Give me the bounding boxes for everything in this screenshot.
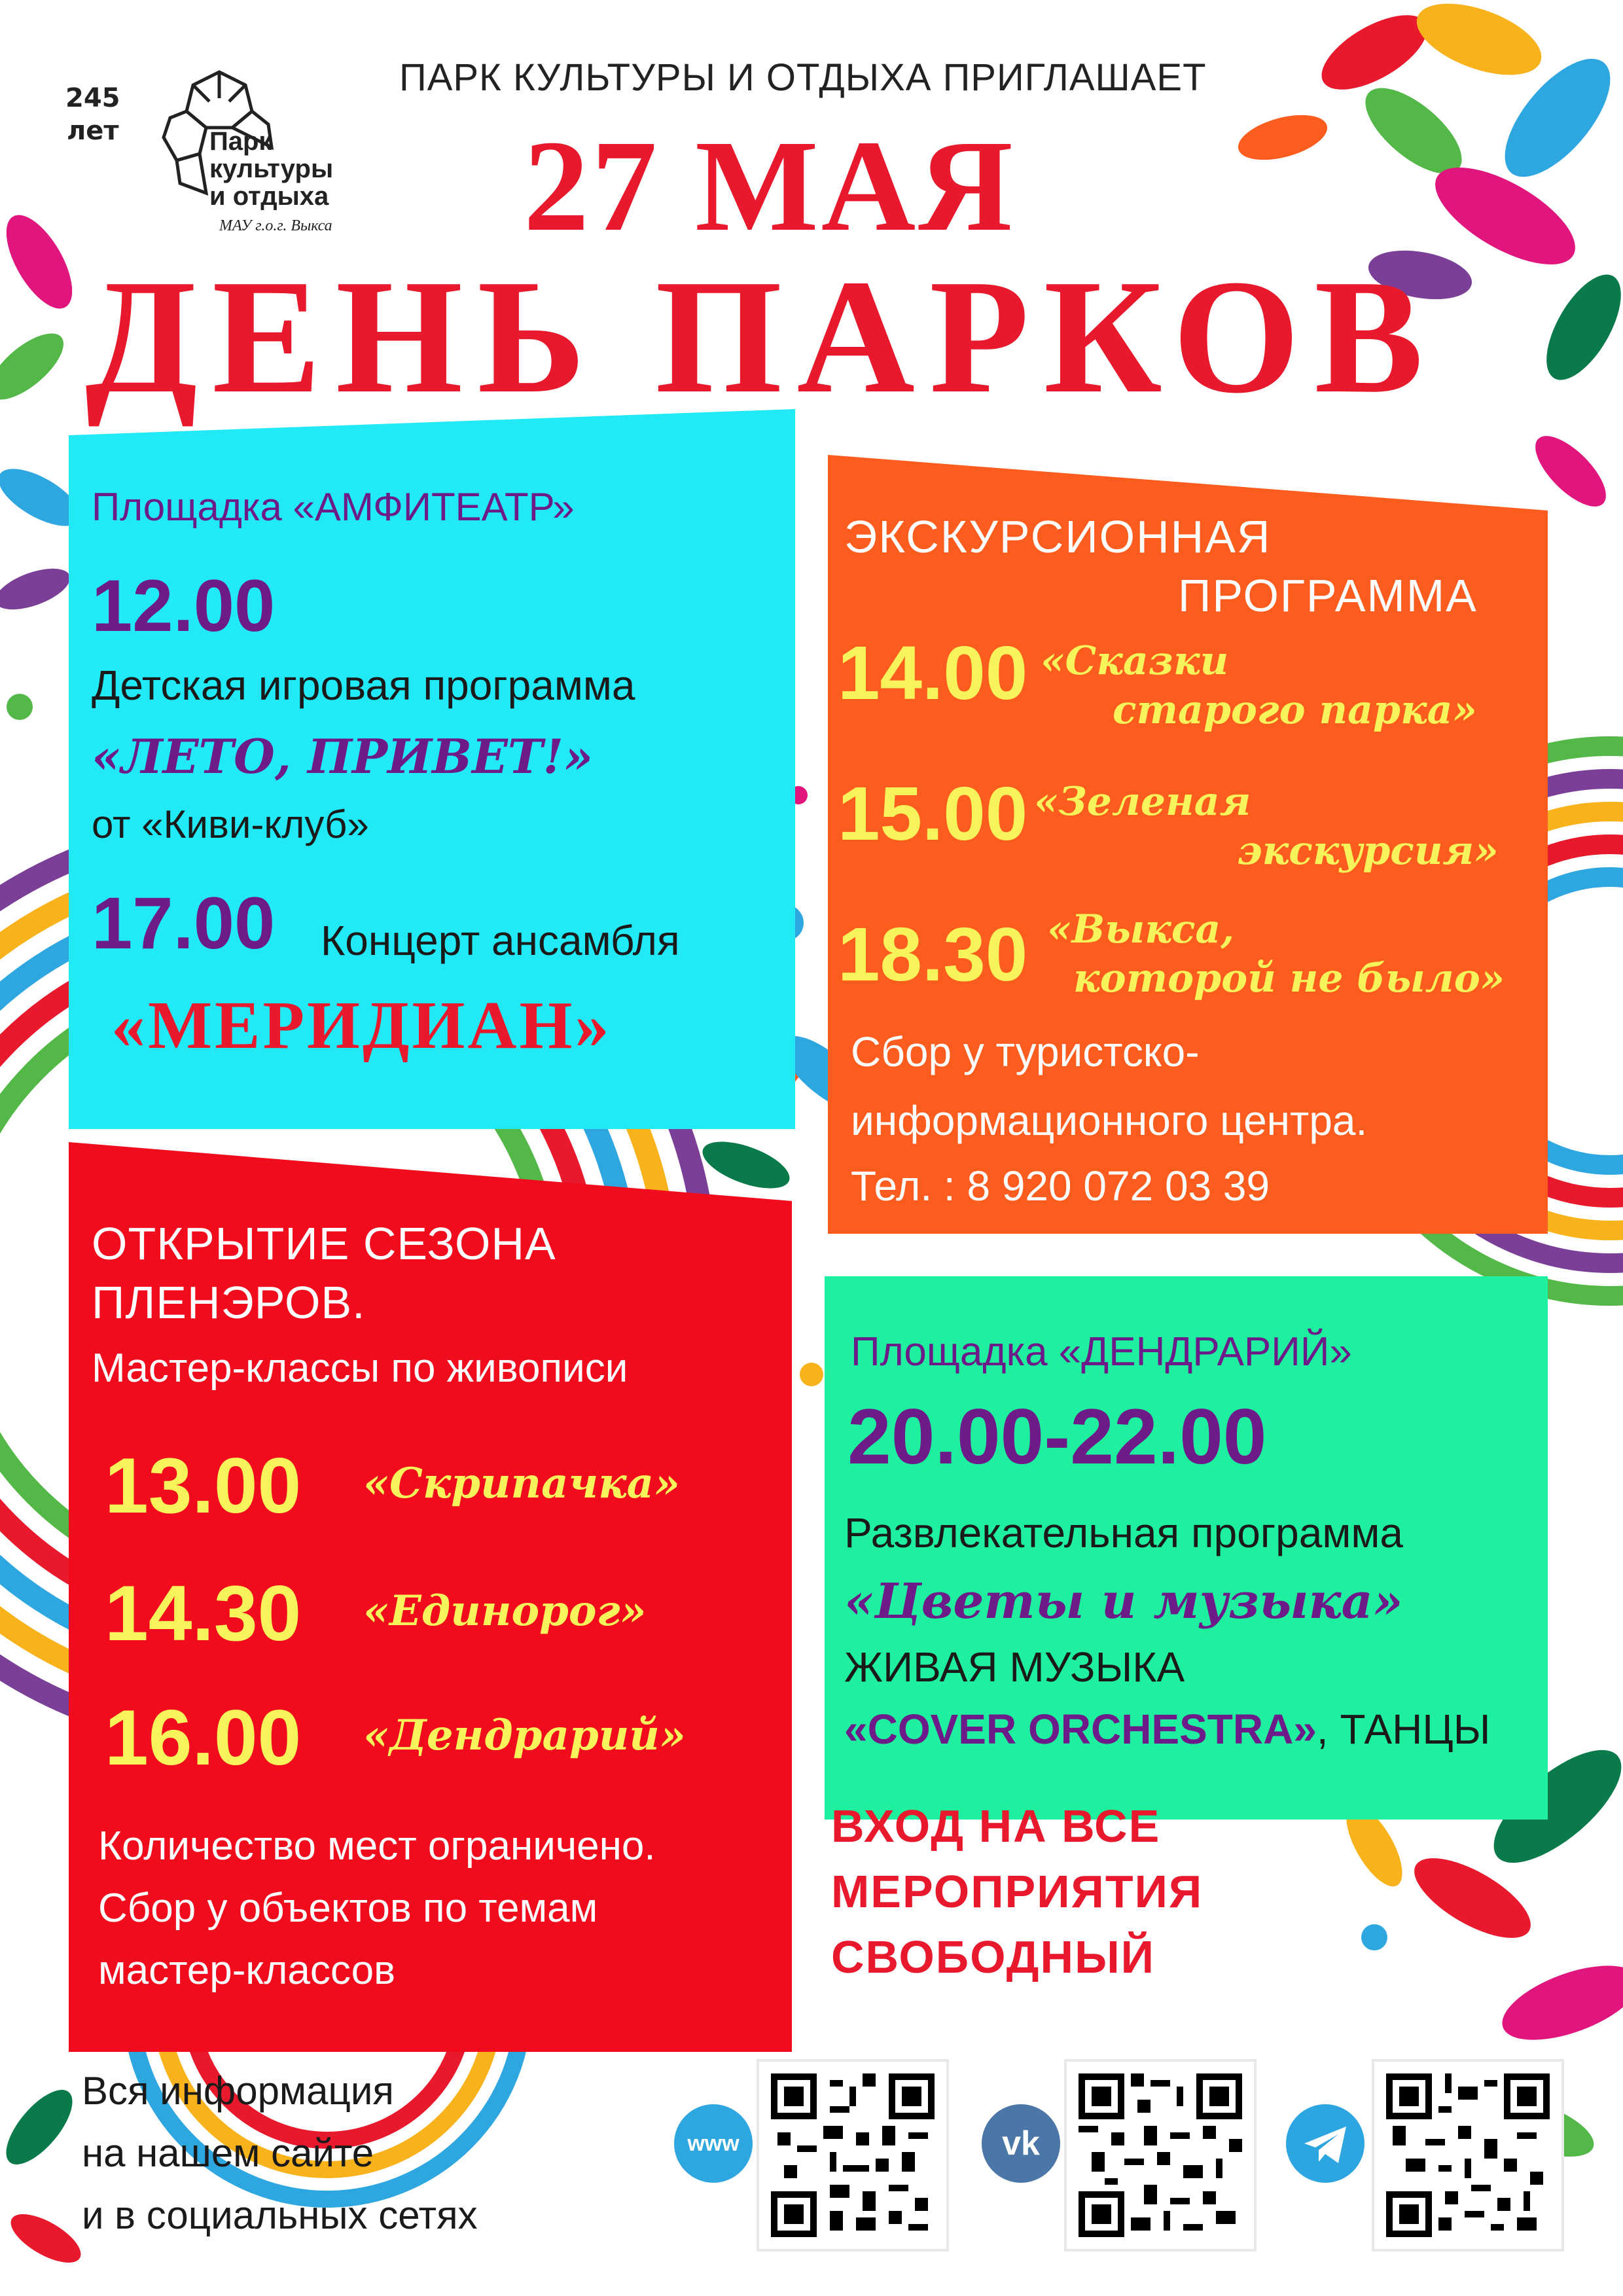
- excursion-name-2a: «Зеленая: [1034, 779, 1251, 825]
- event-title: ДЕНЬ ПАРКОВ: [85, 246, 1438, 427]
- excursions-heading-2: ПРОГРАММА: [1178, 570, 1478, 621]
- excursion-time-2: 15.00: [838, 771, 1028, 856]
- arboretum-time: 20.00-22.00: [847, 1393, 1267, 1480]
- free-entry-line-2: МЕРОПРИЯТИЯ: [831, 1866, 1204, 1917]
- footer-line-1: Вся информация: [82, 2069, 394, 2113]
- telegram-icon[interactable]: [1286, 2104, 1364, 2183]
- anniversary-unit: лет: [66, 116, 119, 146]
- excursion-name-3b: которой не было»: [1073, 956, 1505, 1001]
- plein-air-name-3: «Дендрарий»: [363, 1711, 686, 1760]
- qr-code-website[interactable]: [759, 2062, 946, 2249]
- excursions-phone: Тел. : 8 920 072 03 39: [851, 1162, 1270, 1210]
- amphitheater-event-1: «ЛЕТО, ПРИВЕТ!»: [92, 728, 594, 784]
- plein-air-name-2: «Единорог»: [363, 1587, 647, 1636]
- footer-line-3: и в социальных сетях: [82, 2193, 478, 2237]
- vk-icon[interactable]: [982, 2104, 1060, 2183]
- excursion-name-2b: экскурсия»: [1237, 828, 1499, 874]
- logo-text-line2: культуры: [209, 154, 334, 183]
- anniversary-number: 245: [65, 83, 120, 113]
- amphitheater-organizer-1: от «Киви-клуб»: [92, 802, 369, 846]
- plein-air-heading-1: ОТКРЫТИЕ СЕЗОНА: [92, 1218, 556, 1269]
- plein-air-time-1: 13.00: [105, 1442, 302, 1530]
- excursions-note-2: информационного центра.: [851, 1097, 1368, 1144]
- logo-text: [209, 128, 333, 210]
- excursion-name-1b: старого парка»: [1113, 687, 1477, 733]
- free-entry-line-1: ВХОД НА ВСЕ: [831, 1801, 1161, 1852]
- decorative-leaves-bottom-left: [0, 2079, 88, 2272]
- arboretum-heading: Площадка «ДЕНДРАРИЙ»: [851, 1329, 1352, 1374]
- footer-line-2: на нашем сайте: [82, 2131, 374, 2175]
- arboretum-live-music: ЖИВАЯ МУЗЫКА: [844, 1643, 1185, 1691]
- vk-icon-label: vk: [1002, 2125, 1040, 2162]
- plein-air-note-3: мастер-классов: [98, 1948, 396, 1993]
- excursion-name-3a: «Выкса,: [1047, 906, 1235, 952]
- arboretum-band: «COVER ORCHESTRA»: [844, 1706, 1317, 1753]
- event-date: 27 МАЯ: [524, 114, 1016, 259]
- arboretum-band-line: [844, 1706, 1491, 1753]
- logo-text-line1: Парк: [209, 127, 272, 156]
- arboretum-event: «Цветы и музыка»: [844, 1573, 1403, 1630]
- logo-subtitle: МАУ г.о.г. Выкса: [219, 217, 332, 234]
- globe-icon-label: www: [687, 2131, 740, 2156]
- amphitheater-event-2: «МЕРИДИАН»: [111, 988, 612, 1063]
- amphitheater-heading: Площадка «АМФИТЕАТР»: [92, 485, 575, 529]
- excursions-heading-1: ЭКСКУРСИОННАЯ: [844, 511, 1272, 562]
- logo-text-line3: и отдыха: [209, 182, 329, 211]
- excursions-note-1: Сбор у туристско-: [851, 1028, 1200, 1075]
- qr-code-vk[interactable]: [1067, 2062, 1254, 2249]
- globe-icon[interactable]: [674, 2104, 753, 2183]
- plein-air-time-3: 16.00: [105, 1694, 302, 1782]
- amphitheater-desc-1: Детская игровая программа: [92, 662, 635, 709]
- plein-air-subheading: Мастер-классы по живописи: [92, 1346, 628, 1391]
- plein-air-heading-2: ПЛЕНЭРОВ.: [92, 1277, 366, 1328]
- logo-anniversary: [65, 82, 120, 147]
- free-entry-line-3: СВОБОДНЫЙ: [831, 1931, 1155, 1982]
- plein-air-note-1: Количество мест ограничено.: [98, 1823, 656, 1869]
- amphitheater-time-1: 12.00: [92, 565, 276, 647]
- amphitheater-time-2: 17.00: [92, 882, 276, 964]
- invitation-line: ПАРК КУЛЬТУРЫ И ОТДЫХА ПРИГЛАШАЕТ: [399, 56, 1207, 99]
- arboretum-band-suffix: , ТАНЦЫ: [1316, 1706, 1491, 1753]
- plein-air-time-2: 14.30: [105, 1570, 302, 1657]
- excursion-time-1: 14.00: [838, 630, 1028, 715]
- qr-code-telegram[interactable]: [1374, 2062, 1561, 2249]
- excursion-time-3: 18.30: [838, 912, 1028, 997]
- telegram-plane-glyph: [1286, 2104, 1364, 2183]
- amphitheater-desc-2: Концерт ансамбля: [321, 917, 680, 964]
- plein-air-name-1: «Скрипачка»: [363, 1459, 681, 1508]
- plein-air-note-2: Сбор у объектов по темам: [98, 1886, 598, 1931]
- arboretum-desc: Развлекательная программа: [844, 1509, 1403, 1556]
- excursion-name-1a: «Сказки: [1041, 638, 1229, 684]
